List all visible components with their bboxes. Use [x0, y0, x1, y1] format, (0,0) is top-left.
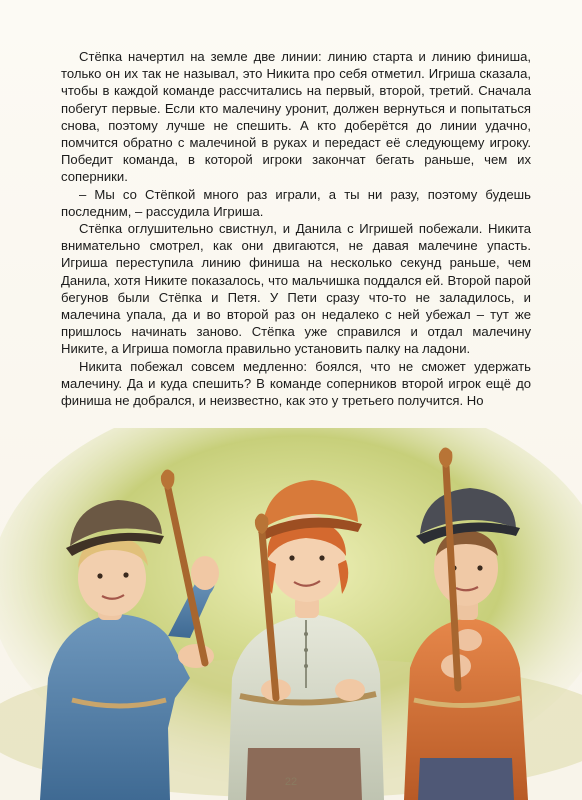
paragraph: Стёпка оглушительно свистнул, и Данила с Игришей побежали. Никита внимательно смотрел, как они двигаются, не давая малечине упасть. Игриша переступила линию финиша на несколько секунд раньше, чем Данила, хотя Никите показалось, что мальчишка поддался ей. Второй парой бегунов были Стёпка и Петя. У Пети сразу что-то не заладилось, и малечина упала, да и во второй раз он недалеко с ней убежал – тут же пришлось начинать заново. Стёпка уже справился и отдал малечину Никите, а Игриша помогла правильно установить палку на ладони.	[61, 221, 531, 357]
paragraph: – Мы со Стёпкой много раз играли, а ты ни разу, поэтому будешь последним, – рассудила Игриша.	[61, 186, 531, 219]
paragraph: Стёпка начертил на земле две линии: линию старта и линию финиша, только он их так не называл, это Никита про себя отметил. Игриша сказала, чтобы в каждой команде рассчитались на первый, второй, третий. Сначала побегут первые. Если кто малечину уронит, должен вернуться и попытаться снова, поэтому лучше не спешить. А кто доберётся до линии удачно, помчится обратно с малечиной в руках и передаст её следующему игроку. Победит команда, в которой игроки закончат бегать раньше, чем их соперники.	[61, 49, 531, 185]
story-text	[61, 48, 531, 409]
page-number: 22	[284, 776, 298, 788]
illustration-three-boys	[0, 428, 582, 800]
paragraph: Никита побежал совсем медленно: боялся, что не сможет удержать малечину. Да и куда спешить? В команде соперников второй игрок ещё до финиша не добрался, и неизвестно, как это у третьего получится. Но	[61, 358, 531, 409]
